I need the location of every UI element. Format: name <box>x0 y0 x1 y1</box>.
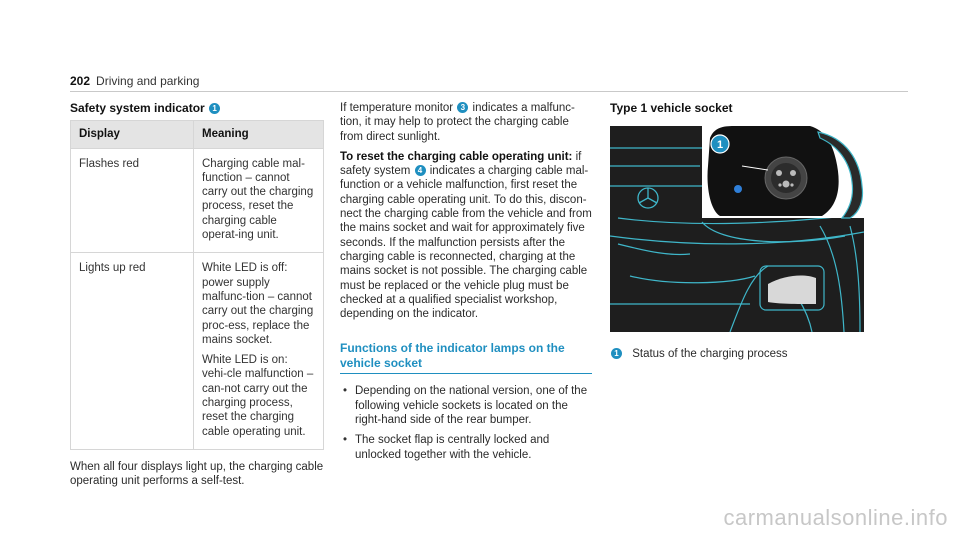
page-header <box>70 74 199 88</box>
paragraph-text: if safety system <box>340 150 582 178</box>
meaning-text: White LED is off: power supply malfunc-tion – cannot carry out the charging proc-ess, replace the mains socket. <box>202 262 314 346</box>
callout-badge: 3 <box>457 102 468 113</box>
table-header-meaning: Meaning <box>194 121 324 148</box>
functions-divider <box>340 373 592 374</box>
vehicle-socket-illustration <box>610 126 864 332</box>
safety-section <box>70 101 326 489</box>
table-cell-display: Lights up red <box>71 253 194 450</box>
figure-callout-badge: 1 <box>716 139 724 151</box>
list-item: • The socket flap is centrally locked and unlocked together with the vehicle. <box>340 433 592 462</box>
functions-list <box>340 384 592 461</box>
self-test-note: When all four displays light up, the charging cable operating unit performs a self-test. <box>70 460 324 488</box>
callout-badge: 1 <box>209 103 220 114</box>
temperature-paragraph <box>340 101 592 144</box>
paragraph-text: indicates a charging cable mal-function or a vehicle malfunction, first reset the charging cable operating unit. To do this, discon-nect the charging cable from the vehicle and from the mains socket and wait for approximately five seconds. If the malfunction persists after the charging cable is reconnected, charging at the mains socket is not possible. The charging cable must be replaced or the vehicle plug must be checked at a qualified specialist workshop, depending on the indicator. <box>340 165 592 321</box>
safety-title-text: Safety system indicator <box>70 101 205 115</box>
figure-caption <box>610 347 870 361</box>
table-cell-display: Flashes red <box>71 148 194 253</box>
section-title: Driving and parking <box>96 74 200 88</box>
caption-text: Status of the charging process <box>632 348 788 360</box>
reset-lead: To reset the charging cable operating unit: <box>340 150 573 163</box>
vehicle-socket-figure <box>610 126 864 332</box>
list-item: • Depending on the national version, one of the following vehicle sockets is located on the right-hand side of the rear bumper. <box>340 384 592 427</box>
table-row <box>71 253 324 450</box>
watermark: carmanualsonline.info <box>723 504 948 530</box>
paragraph-text: If temperature monitor <box>340 102 454 114</box>
page-number: 202 <box>70 74 91 88</box>
paragraph-text: indicates a malfunc-tion, it may help to protect the charging cable from direct sunlight. <box>340 102 575 143</box>
table-header-display: Display <box>71 121 194 148</box>
header-divider <box>70 91 908 92</box>
reset-section <box>340 101 592 468</box>
callout-badge: 4 <box>415 165 426 176</box>
safety-title <box>70 101 326 115</box>
reset-paragraph <box>340 150 592 322</box>
functions-heading: Functions of the indicator lamps on the vehicle socket <box>340 341 565 370</box>
callout-badge: 1 <box>611 348 622 359</box>
socket-title: Type 1 vehicle socket <box>610 101 733 115</box>
table-cell-meaning <box>194 148 324 253</box>
meaning-text: Charging cable mal-function – cannot carry out the charging process, reset the charging cable operat-ing unit. <box>202 157 314 242</box>
table-row <box>71 148 324 253</box>
meaning-text: White LED is on: vehi-cle malfunction – can-not carry out the charging process, reset the charging cable operating unit. <box>202 354 314 438</box>
table-cell-meaning <box>194 253 324 450</box>
safety-table <box>70 120 324 450</box>
